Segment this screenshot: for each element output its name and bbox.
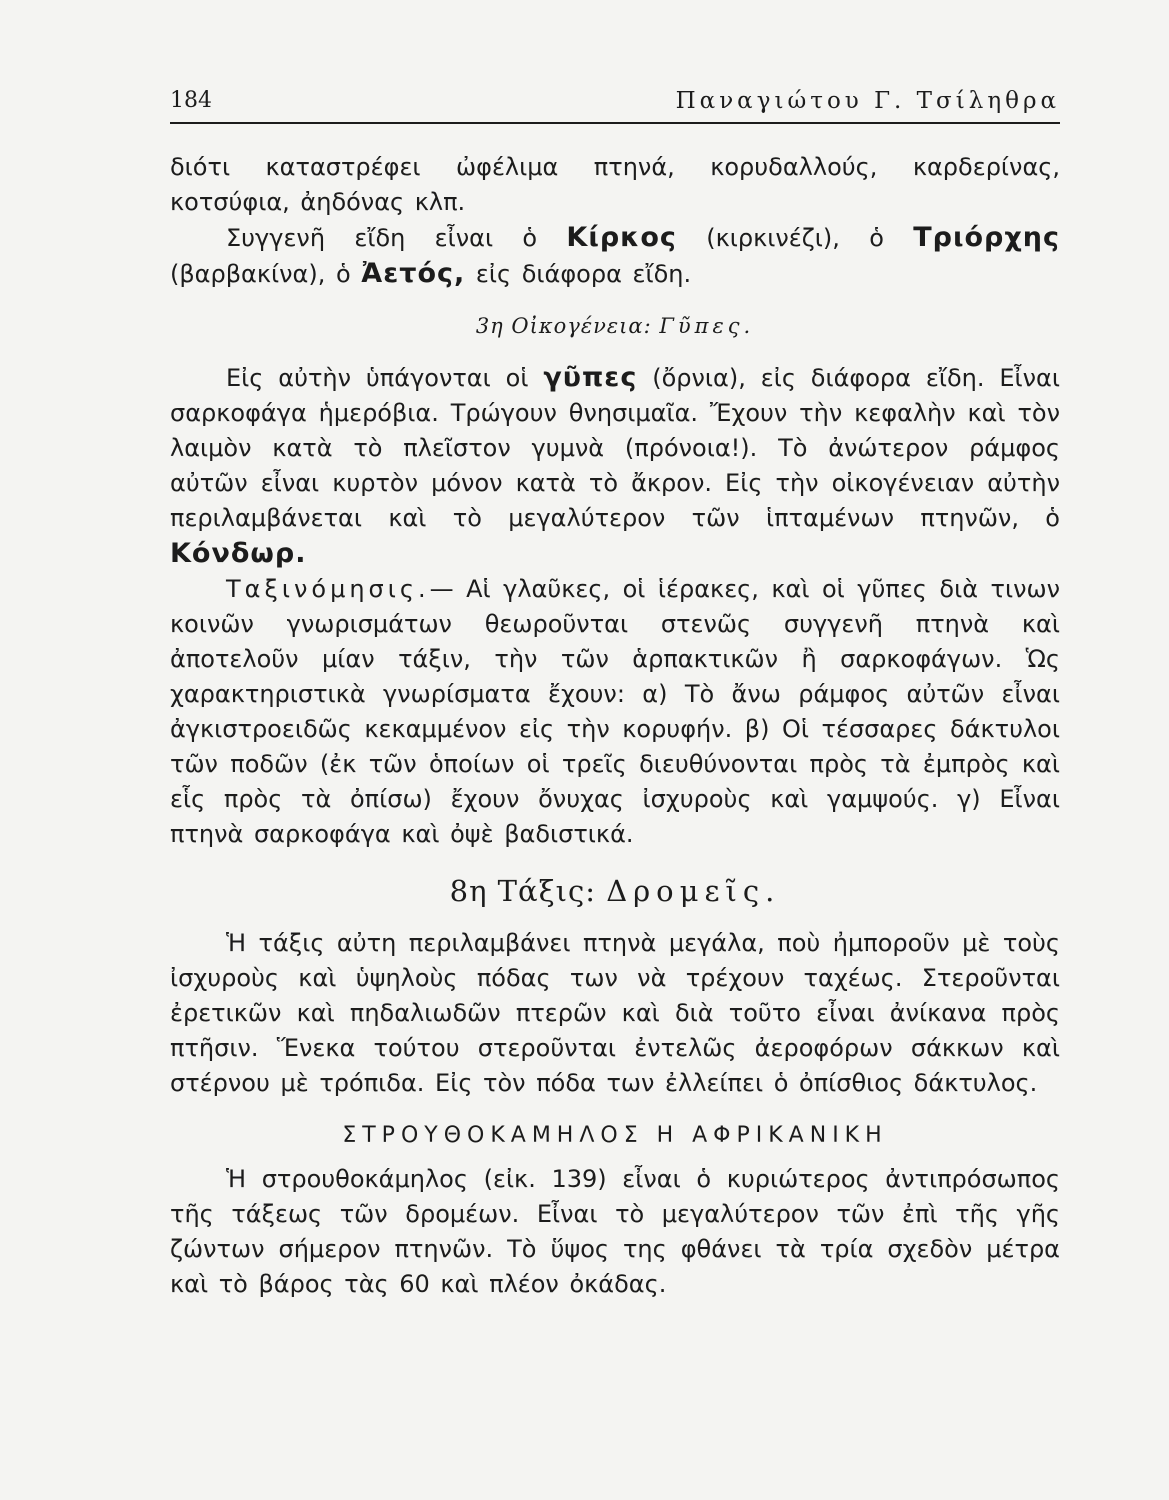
header-rule bbox=[170, 122, 1060, 124]
classification-lead: Ταξινόμησις. bbox=[226, 575, 430, 603]
term-kondor: Κόνδωρ. bbox=[170, 538, 307, 569]
term-triorchis: Τριόρχης bbox=[913, 222, 1060, 253]
species-heading: ΣΤΡΟΥΘΟΚΑΜΗΛΟΣ Η ΑΦΡΙΚΑΝΙΚΗ bbox=[342, 1123, 888, 1148]
term-aetos: Ἀετός, bbox=[361, 258, 466, 289]
page-header bbox=[170, 88, 1060, 124]
paragraph-ostrich: Ἡ στρουθοκάμηλος (εἰκ. 139) εἶναι ὁ κυριώτερος ἀντιπρόσωπος τῆς τάξεως τῶν δρομέων. Εἶναι τὸ μεγαλύτερον τῶν ἐπὶ τῆς γῆς ζώντων σήμερον πτηνῶν. Τὸ ὕψος της φθάνει τὰ τρία σχεδὸν μέτρα καὶ τὸ βάρος τὰς 60 καὶ πλέον ὀκάδας. bbox=[170, 1165, 1060, 1298]
paragraph-vultures: Εἰς αὐτὴν ὑπάγονται οἱ γῦπες (ὄρνια), εἰς διάφορα εἴδη. Εἶναι σαρκοφάγα ἡμερόβια. Τρώγουν θνησιμαῖα. Ἔχουν τὴν κεφαλὴν καὶ τὸν λαιμὸν κατὰ τὸ πλεῖστον γυμνὰ (πρόνοια!). Τὸ ἀνώτερον ράμφος αὐτῶν εἶναι κυρτὸν μόνον κατὰ τὸ ἄκρον. Εἰς τὴν οἰκογένειαν αὐτὴν περιλαμβάνεται καὶ τὸ μεγαλύτερον τῶν ἱπταμένων πτηνῶν, ὁ Κόνδωρ. bbox=[170, 362, 1061, 569]
family-heading: 3η Οἰκογένεια: Γῦπες. bbox=[475, 314, 755, 338]
paragraph-classification: Ταξινόμησις.— Αἱ γλαῦκες, οἱ ἱέρακες, καὶ οἱ γῦπες διὰ τινων κοινῶν γνωρισμάτων θεωροῦνται στενῶς συγγενῆ πτηνὰ καὶ ἀποτελοῦν μίαν τάξιν, τὴν τῶν ἁρπακτικῶν ἢ σαρκοφάγων. Ὡς χαρακτηριστικὰ γνωρίσματα ἔχουν: α) Τὸ ἄνω ράμφος αὐτῶν εἶναι ἀγκιστροειδῶς κεκαμμένον εἰς τὴν κορυφήν. β) Οἱ τέσσαρες δάκτυλοι τῶν ποδῶν (ἐκ τῶν ὁποίων οἱ τρεῖς διευθύνονται πρὸς τὰ ἐμπρὸς καὶ εἷς πρὸς τὰ ὀπίσω) ἔχουν ὄνυχας ἰσχυροὺς καὶ γαμψούς. γ) Εἶναι πτηνὰ σαρκοφάγα καὶ ὀψὲ βαδιστικά. bbox=[170, 575, 1060, 848]
paragraph-runners: Ἡ τάξις αὐτη περιλαμβάνει πτηνὰ μεγάλα, ποὺ ἠμποροῦν μὲ τοὺς ἰσχυροὺς καὶ ὑψηλοὺς πόδας των νὰ τρέχουν ταχέως. Στεροῦνται ἐρετικῶν καὶ πηδαλιωδῶν πτερῶν καὶ διὰ τοῦτο εἶναι ἀνίκανα πρὸς πτῆσιν. Ἕνεκα τούτου στεροῦνται ἐντελῶς ἀεροφόρων σάκκων καὶ στέρνου μὲ τρόπιδα. Εἰς τὸν πόδα των ἐλλείπει ὁ ὀπίσθιος δάκτυλος. bbox=[170, 929, 1060, 1097]
page-number: 184 bbox=[170, 88, 212, 113]
term-gypes: γῦπες bbox=[543, 362, 638, 393]
paragraph-related-species: Συγγενῆ εἴδη εἶναι ὁ Κίρκος (κιρκινέζι), ὁ Τριόρχης (βαρβακίνα), ὁ Ἀετός, εἰς διάφορα εἴδη. bbox=[170, 222, 1060, 289]
page-body bbox=[170, 150, 1060, 1302]
term-kirkos: Κίρκος bbox=[566, 222, 677, 253]
paragraph-birds-harm: διότι καταστρέφει ὠφέλιμα πτηνά, κορυδαλλούς, καρδερίνας, κοτσύφια, ἀηδόνας κλπ. bbox=[170, 153, 1060, 216]
order-heading: 8η Τάξις: Δρομεῖς. bbox=[449, 874, 781, 908]
running-head: Παναγιώτου Γ. Τσίληθρα bbox=[675, 88, 1060, 114]
